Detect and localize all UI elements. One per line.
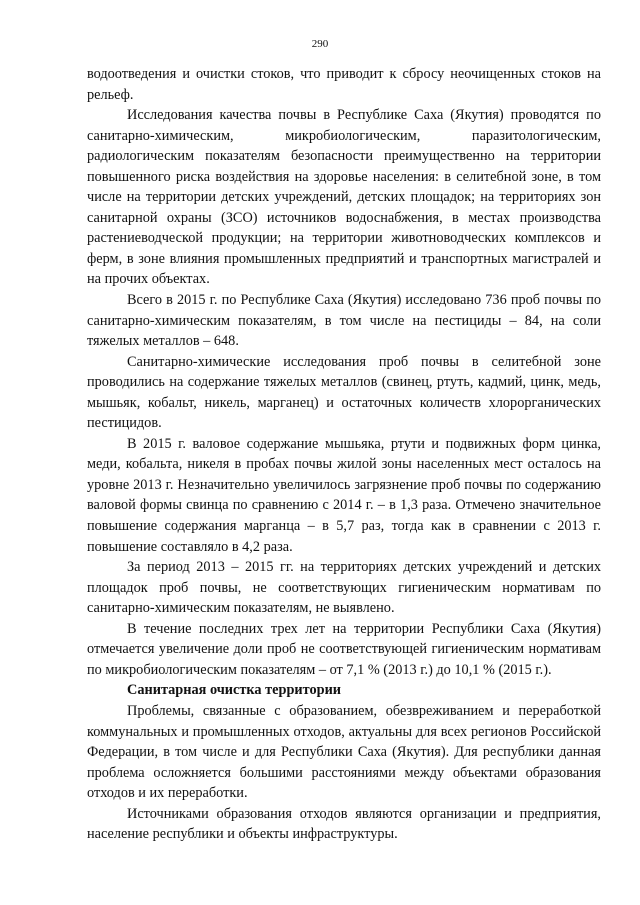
paragraph-continuation: водоотведения и очистки стоков, что приводит к сбросу неочищенных стоков на рельеф. <box>87 66 601 103</box>
page-body <box>87 64 601 845</box>
paragraph-waste-sources: Источниками образования отходов являются организации и предприятия, население республики и объекты инфраструктуры. <box>87 805 601 843</box>
paragraph-2015-content: В 2015 г. валовое содержание мышьяка, ртути и подвижных форм цинка, меди, кобальта, никеля в пробах почвы жилой зоны населенных мест осталось на уровне 2013 г. Незначительно увеличилось загрязнение проб почвы по содержанию валовой формы свинца по сравнению с 2014 г. – в 1,3 раза. Отмечено значительное повышение содержания марганца – в 5,7 раз, тогда как в сравнении с 2013 г. повышение составляло в 4,2 раза. <box>87 435 601 555</box>
paragraph-samples-total: Всего в 2015 г. по Республике Саха (Якутия) исследовано 736 проб почвы по санитарно-химическим показателям, в том числе на пестициды – 84, на соли тяжелых металлов – 648. <box>87 292 601 350</box>
page-number: 290 <box>311 38 329 50</box>
section-heading: Санитарная очистка территории <box>127 682 342 699</box>
paragraph-microbiology: В течение последних трех лет на территории Республики Саха (Якутия) отмечается увеличение доли проб не соответствующей гигиеническим нормативам по микробиологическим показателям – от 7,1 % (2013 г.) до 10,1 % (2015 г.). <box>87 620 601 678</box>
paragraph-heavy-metals: Санитарно-химические исследования проб почвы в селитебной зоне проводились на содержание тяжелых металлов (свинец, ртуть, кадмий, цинк, медь, мышьяк, кобальт, никель, марганец) и остаточных количеств хлорорганических пестицидов. <box>87 353 601 432</box>
paragraph-children-facilities: За период 2013 – 2015 гг. на территориях детских учреждений и детских площадок проб почвы, не соответствующих гигиеническим нормативам по санитарно-химическим показателям, не выявлено. <box>87 559 601 617</box>
paragraph-waste-problems: Проблемы, связанные с образованием, обезвреживанием и переработкой коммунальных и промышленных отходов, актуальны для всех регионов Российской Федерации, в том числе и для Республики Саха (Якутия). Для республики данная проблема осложняется большими расстояниями между объектами образования отходов и их переработки. <box>87 702 601 802</box>
paragraph-soil-research: Исследования качества почвы в Республике Саха (Якутия) проводятся по санитарно-химическим, микробиологическим, паразитологическим, радиологическим показателям безопасности преимущественно на территории повышенного риска воздействия на здоровье населения: в селитебной зоне, в том числе на территории детских учреждений, детских площадок; на территориях зон санитарной охраны (ЗСО) источников водоснабжения, в местах производства растениеводческой продукции; на территории животноводческих комплексов и ферм, в зоне влияния промышленных предприятий и транспортных магистралей и на прочих объектах. <box>87 107 601 288</box>
